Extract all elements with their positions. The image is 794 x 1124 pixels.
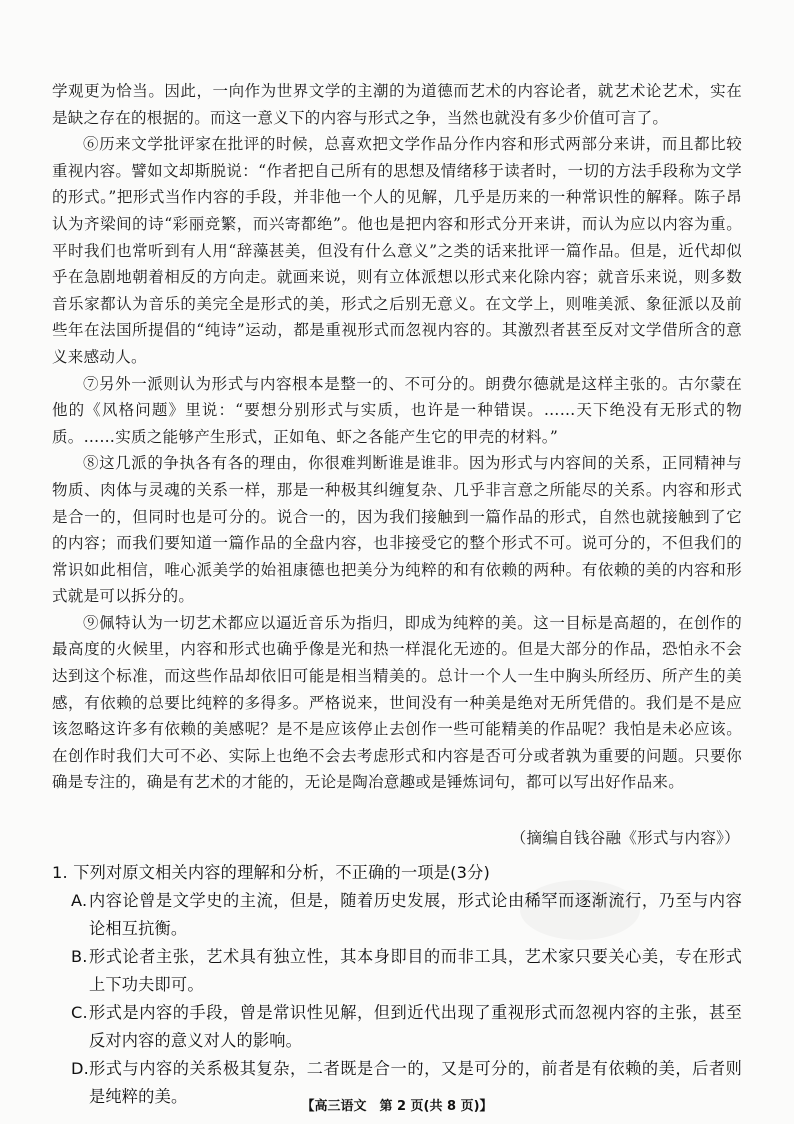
paragraph-7: ⑦另外一派则认为形式与内容根本是整一的、不可分的。朗费尔德就是这样主张的。古尔蒙在他的《风格问题》里说：“要想分别形式与实质，也许是一种错误。……天下绝没有无形式的物质。……实质之能够产生形式，正如龟、虾之各能产生它的甲壳的材料。”	[52, 374, 742, 446]
option-c[interactable]	[52, 999, 742, 1055]
option-b[interactable]	[52, 943, 742, 999]
option-text: 形式与内容的关系极其复杂，二者既是合一的，又是可分的，前者是有依赖的美，后者则是纯粹的美。	[89, 1059, 742, 1106]
paragraph-8: ⑧这几派的争执各有各的理由，你很难判断谁是谁非。因为形式与内容间的关系，正同精神与物质、肉体与灵魂的关系一样，那是一种极其纠缠复杂、几乎非言意之所能尽的关系。内容和形式是合一的，但同时也是可分的。说合一的，因为我们接触到一篇作品的形式，自然也就接触到了它的内容；而我们要知道一篇作品的全盘内容，也非接受它的整个形式不可。说可分的，不但我们的常识如此相信，唯心派美学的始祖康德也把美分为纯粹的和有依赖的两种。有依赖的美的内容和形式就是可以拆分的。	[52, 454, 742, 606]
option-letter: A.	[71, 891, 88, 910]
question-stem: 1. 下列对原文相关内容的理解和分析，不正确的一项是(3分)	[52, 863, 491, 882]
question-1	[52, 859, 742, 1111]
passage-source: （摘编自钱谷融《形式与内容》）	[510, 829, 740, 847]
option-text: 内容论曾是文学史的主流，但是，随着历史发展，形式论由稀罕而逐渐流行，乃至与内容论相互抗衡。	[89, 891, 742, 938]
passage-continuation: 学观更为恰当。因此，一向作为世界文学的主潮的为道德而艺术的内容论者，就艺术论艺术，实在是缺之存在的根据的。而这一意义下的内容与形式之争，当然也就没有多少价值可言了。	[52, 82, 742, 127]
option-letter: B.	[71, 947, 88, 966]
option-text: 形式是内容的手段，曾是常识性见解，但到近代出现了重视形式而忽视内容的主张，甚至反对内容的意义对人的影响。	[89, 1003, 742, 1050]
option-a[interactable]	[52, 887, 742, 943]
reading-passage	[52, 78, 742, 796]
page-footer: 【高三语文 第 2 页(共 8 页)】	[301, 1099, 493, 1114]
option-letter: D.	[71, 1059, 90, 1078]
paragraph-9: ⑨佩特认为一切艺术都应以逼近音乐为指归，即成为纯粹的美。这一目标是高超的，在创作的最高度的火候里，内容和形式也确乎像是光和热一样混化无迹的。但是大部分的作品，恐怕永不会达到这个标准，而这些作品却依旧可能是相当精美的。总计一个人一生中胸头所经历、所产生的美感，有依赖的总要比纯粹的多得多。严格说来，世间没有一种美是绝对无所凭借的。我们是不是应该忽略这许多有依赖的美感呢？是不是应该停止去创作一些可能精美的作品呢？我怕是未必应该。在创作时我们大可不必、实际上也绝不会去考虑形式和内容是否可分或者孰为重要的问题。只要你确是专注的，确是有艺术的才能的，无论是陶冶意趣或是锤炼词句，都可以写出好作品来。	[52, 613, 742, 792]
option-text: 形式论者主张，艺术具有独立性，其本身即目的而非工具，艺术家只要关心美，专在形式上下功夫即可。	[89, 947, 742, 994]
option-letter: C.	[71, 1003, 88, 1022]
paragraph-6: ⑥历来文学批评家在批评的时候，总喜欢把文学作品分作内容和形式两部分来讲，而且都比较重视内容。譬如文却斯脱说：“作者把自己所有的思想及情绪移于读者时，一切的方法手段称为文学的形式。”把形式当作内容的手段，并非他一个人的见解，几乎是历来的一种常识性的解释。陈子昂认为齐梁间的诗“彩丽竞繁，而兴寄都绝”。他也是把内容和形式分开来讲，而认为应以内容为重。平时我们也常听到有人用“辞藻甚美，但没有什么意义”之类的话来批评一篇作品。但是，近代却似乎在急剧地朝着相反的方向走。就画来说，则有立体派想以形式来化除内容；就音乐来说，则多数音乐家都认为音乐的美完全是形式的美，形式之后别无意义。在文学上，则唯美派、象征派以及前些年在法国所提倡的“纯诗”运动，都是重视形式而忽视内容的。其激烈者甚至反对文学借所含的意义来感动人。	[52, 135, 742, 366]
